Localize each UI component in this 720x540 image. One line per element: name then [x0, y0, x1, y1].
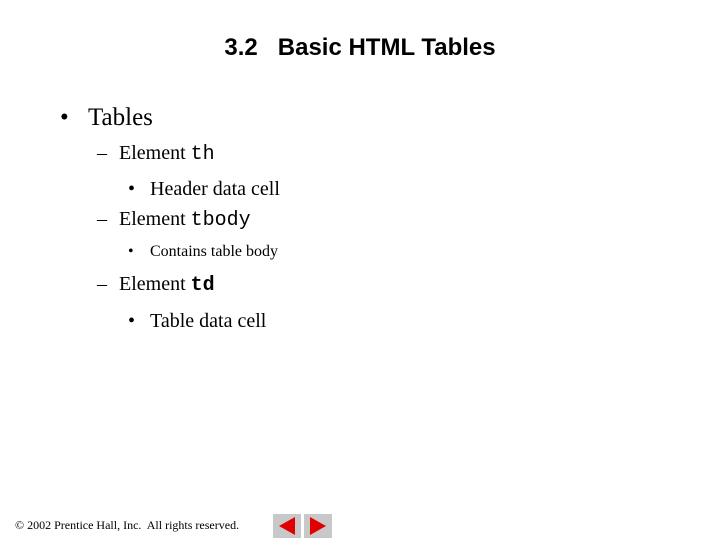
code-td: td: [190, 274, 215, 297]
sub-item-prefix: Element: [119, 142, 191, 164]
sub-item-element-tbody: [97, 205, 251, 235]
previous-slide-button[interactable]: [273, 514, 301, 538]
detail-item-text: Table data cell: [150, 310, 267, 332]
dash-icon: –: [97, 208, 107, 230]
bullet-icon: •: [128, 243, 134, 260]
bullet-tables: [60, 102, 153, 134]
next-slide-button[interactable]: [304, 514, 332, 538]
detail-item-header-data-cell: [128, 175, 280, 203]
code-tbody: tbody: [190, 209, 251, 232]
copyright-footer: © 2002 Prentice Hall, Inc. All rights reserved.: [15, 518, 240, 532]
bullet-icon: •: [60, 104, 69, 131]
dash-icon: –: [97, 273, 107, 295]
detail-item-text: Contains table body: [150, 243, 278, 260]
sub-item-prefix: Element: [119, 273, 191, 295]
bullet-icon: •: [128, 178, 136, 200]
sub-item-element-td: [97, 270, 215, 300]
bullet-text: Tables: [88, 104, 153, 131]
dash-icon: –: [97, 142, 107, 164]
sub-item-element-th: [97, 139, 215, 169]
detail-item-contains-table-body: [128, 240, 278, 264]
right-arrow-icon: [310, 517, 326, 535]
bullet-icon: •: [128, 310, 136, 332]
detail-item-text: Header data cell: [150, 178, 280, 200]
left-arrow-icon: [279, 517, 295, 535]
detail-item-table-data-cell: [128, 307, 266, 335]
slide-title: 3.2 Basic HTML Tables: [224, 34, 496, 61]
sub-item-prefix: Element: [119, 208, 191, 230]
code-th: th: [190, 143, 215, 166]
